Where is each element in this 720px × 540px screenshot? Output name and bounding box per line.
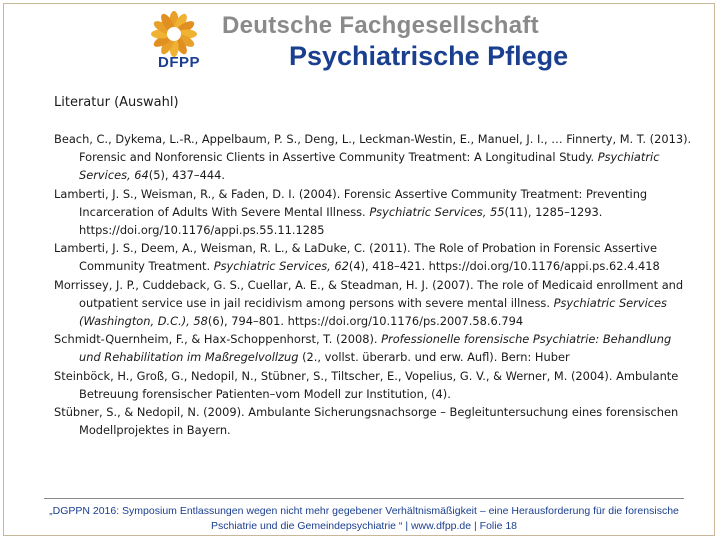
slide xyxy=(3,3,715,536)
page-title: Literatur (Auswahl) xyxy=(54,95,179,110)
reference-item: Lamberti, J. S., Deem, A., Weisman, R. L., & LaDuke, C. (2011). The Role of Probation in Forensic Assertive Community Treatment. Psychiatric Services, 62(4), 418–421. https://doi.org/10.1176/appi.ps.62.4.418 xyxy=(54,241,660,274)
reference-item: Steinböck, H., Groß, G., Nedopil, N., Stübner, S., Tiltscher, E., Vopelius, G. V., & Werner, M. (2004). Ambulante Betreuung forensischer Patienten–vom Modell zur Institution, (4). xyxy=(54,368,679,401)
org-abbreviation: DFPP xyxy=(158,54,201,71)
footer-line2: Pschiatrie und die Gemeindepsychiatrie “ | www.dfpp.de | Folie 18 xyxy=(210,520,518,532)
footer-divider xyxy=(44,498,684,499)
footer xyxy=(24,504,704,534)
header-title-line1: Deutsche Fachgesellschaft xyxy=(222,12,539,39)
reference-item: Beach, C., Dykema, L.-R., Appelbaum, P. S., Deng, L., Leckman-Westin, E., Manuel, J. I., … Finnerty, M. T. (2013). Forensic and Nonforensic Clients in Assertive Community Treatment: A Longitudinal Study. Psychiatric Services, 64(5), 437–444. xyxy=(54,132,692,183)
reference-item: Morrissey, J. P., Cuddeback, G. S., Cuellar, A. E., & Steadman, H. J. (2007). The role of Medicaid enrollment and outpatient service use in jail recidivism among persons with severe mental illness. Psychiatric Services (Washington, D.C.), 58(6), 794–801. https://doi.org/10.1176/ps.2007.58.6.794 xyxy=(54,277,684,329)
footer-line1: „DGPPN 2016: Symposium Entlassungen wegen nicht mehr gegebener Verhältnismäßigkeit – eine Herausforderung für die forensische xyxy=(49,505,679,517)
header-title-line2: Psychiatrische Pflege xyxy=(289,41,569,71)
reference-item: Lamberti, J. S., Weisman, R., & Faden, D. I. (2004). Forensic Assertive Community Treatment: Preventing Incarceration of Adults With Severe Mental Illness. Psychiatric Services, 55(11), 1285–1293. https://doi.org/10.1176/appi.ps.55.11.1285 xyxy=(54,186,648,238)
reference-item: Schmidt-Quernheim, F., & Hax-Schoppenhorst, T. (2008). Professionelle forensische Psychiatrie: Behandlung und Rehabilitation im Maßregelvollzug (2., vollst. überarb. und erw. Aufl). Bern: Huber xyxy=(54,332,672,365)
reference-item: Stübner, S., & Nedopil, N. (2009). Ambulante Sicherungsnachsorge – Begleituntersuchung eines forensischen Modellprojektes in Bayern. xyxy=(54,405,679,438)
reference-list xyxy=(54,130,694,439)
header xyxy=(134,8,654,74)
